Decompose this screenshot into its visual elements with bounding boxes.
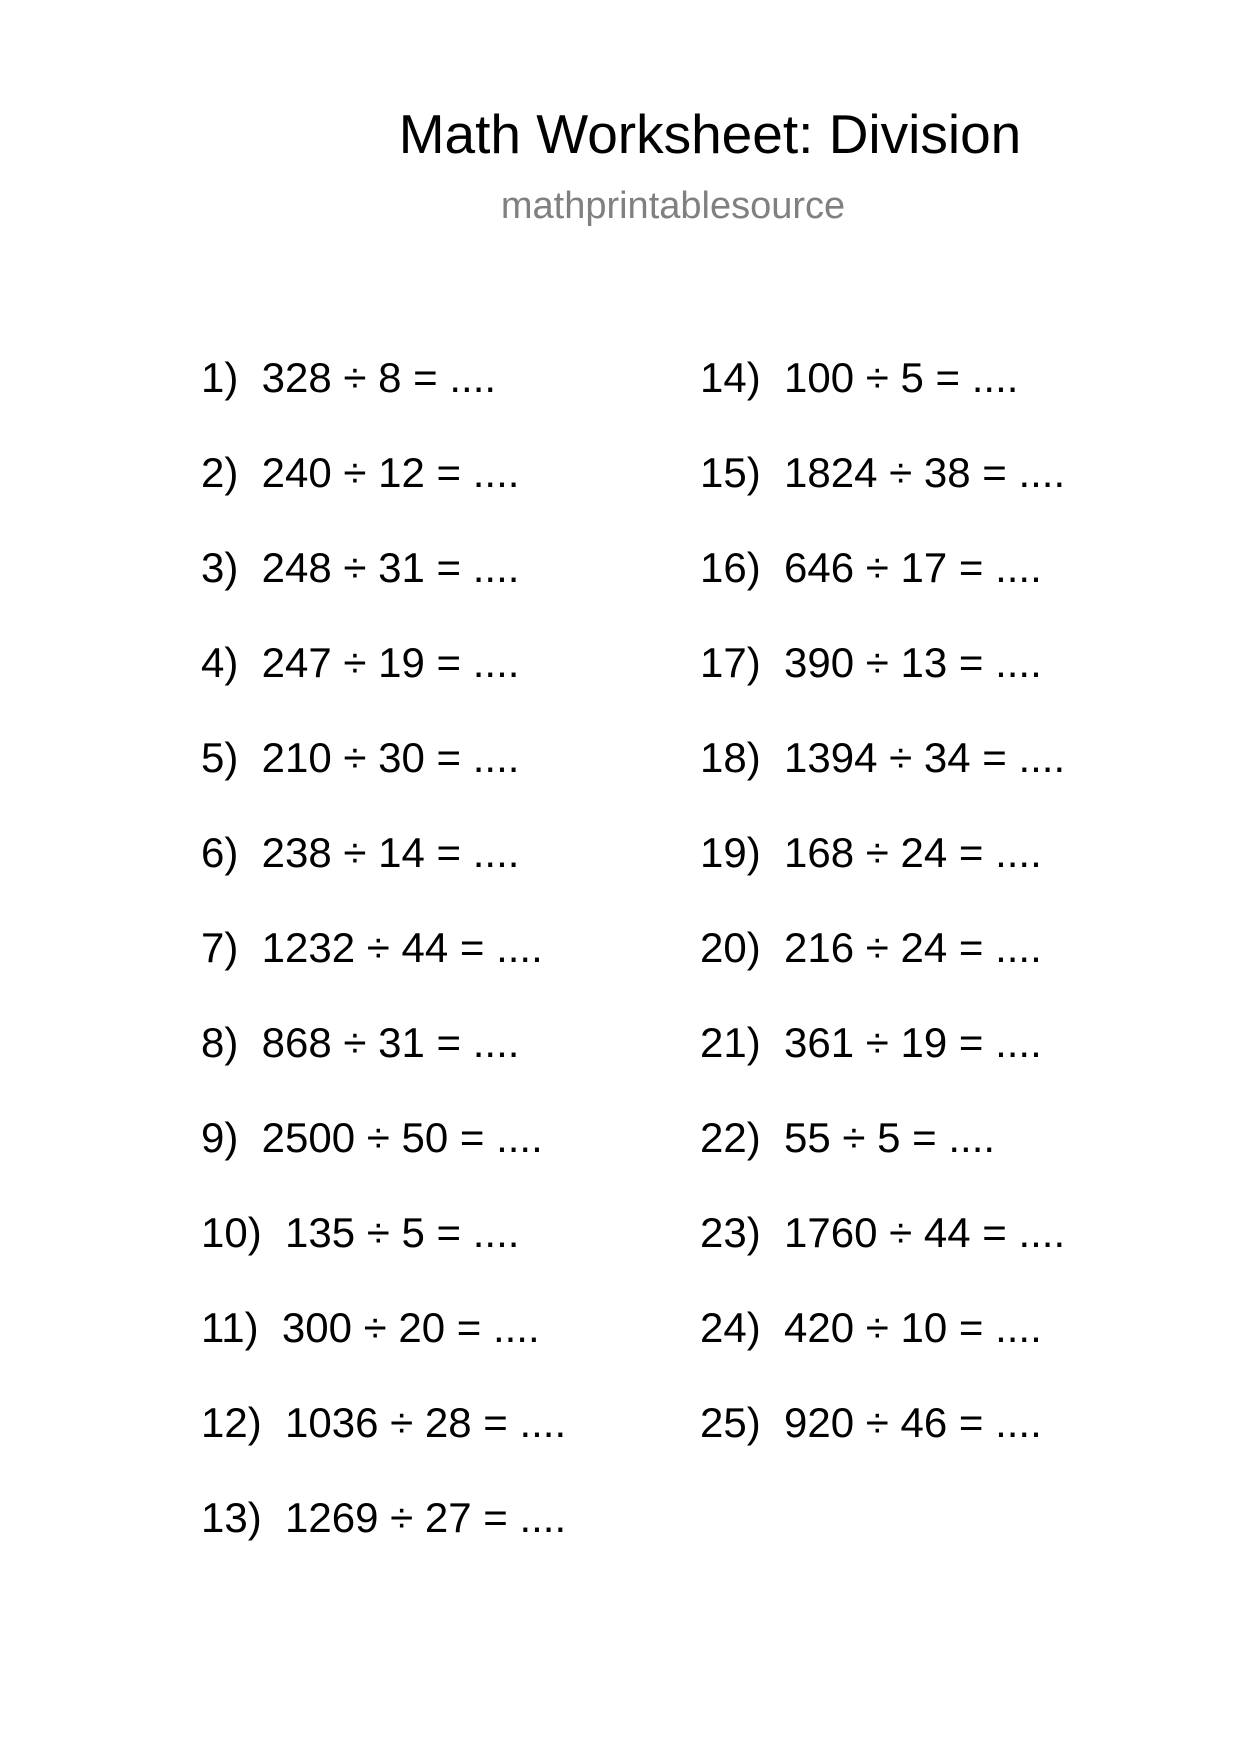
problems-left-column	[201, 330, 566, 1565]
problem-item: 20) 216 ÷ 24 = ....	[700, 924, 1042, 971]
problem-item: 4) 247 ÷ 19 = ....	[201, 639, 520, 686]
problems-right-column	[700, 330, 1065, 1470]
problem-item: 18) 1394 ÷ 34 = ....	[700, 734, 1066, 781]
problem-item: 19) 168 ÷ 24 = ....	[700, 829, 1042, 876]
problem-item: 5) 210 ÷ 30 = ....	[201, 734, 520, 781]
problem-item: 22) 55 ÷ 5 = ....	[700, 1114, 996, 1161]
problem-item: 16) 646 ÷ 17 = ....	[700, 544, 1042, 591]
problem-item: 24) 420 ÷ 10 = ....	[700, 1304, 1042, 1351]
problem-item: 14) 100 ÷ 5 = ....	[700, 354, 1019, 401]
problem-item: 21) 361 ÷ 19 = ....	[700, 1019, 1042, 1066]
problem-item: 7) 1232 ÷ 44 = ....	[201, 924, 543, 971]
problem-item: 8) 868 ÷ 31 = ....	[201, 1019, 520, 1066]
problem-item: 12) 1036 ÷ 28 = ....	[201, 1399, 567, 1446]
problem-item: 25) 920 ÷ 46 = ....	[700, 1399, 1042, 1446]
problem-item: 3) 248 ÷ 31 = ....	[201, 544, 520, 591]
problem-item: 6) 238 ÷ 14 = ....	[201, 829, 520, 876]
problem-item: 10) 135 ÷ 5 = ....	[201, 1209, 520, 1256]
problem-item: 9) 2500 ÷ 50 = ....	[201, 1114, 543, 1161]
page-subtitle: mathprintablesource	[500, 185, 846, 227]
problem-item: 23) 1760 ÷ 44 = ....	[700, 1209, 1066, 1256]
problem-item: 15) 1824 ÷ 38 = ....	[700, 449, 1066, 496]
problem-item: 17) 390 ÷ 13 = ....	[700, 639, 1042, 686]
problem-item: 1) 328 ÷ 8 = ....	[201, 354, 497, 401]
problem-item: 13) 1269 ÷ 27 = ....	[201, 1494, 567, 1541]
problem-item: 2) 240 ÷ 12 = ....	[201, 449, 520, 496]
problem-item: 11) 300 ÷ 20 = ....	[201, 1304, 540, 1351]
page-title: Math Worksheet: Division	[398, 103, 1022, 165]
